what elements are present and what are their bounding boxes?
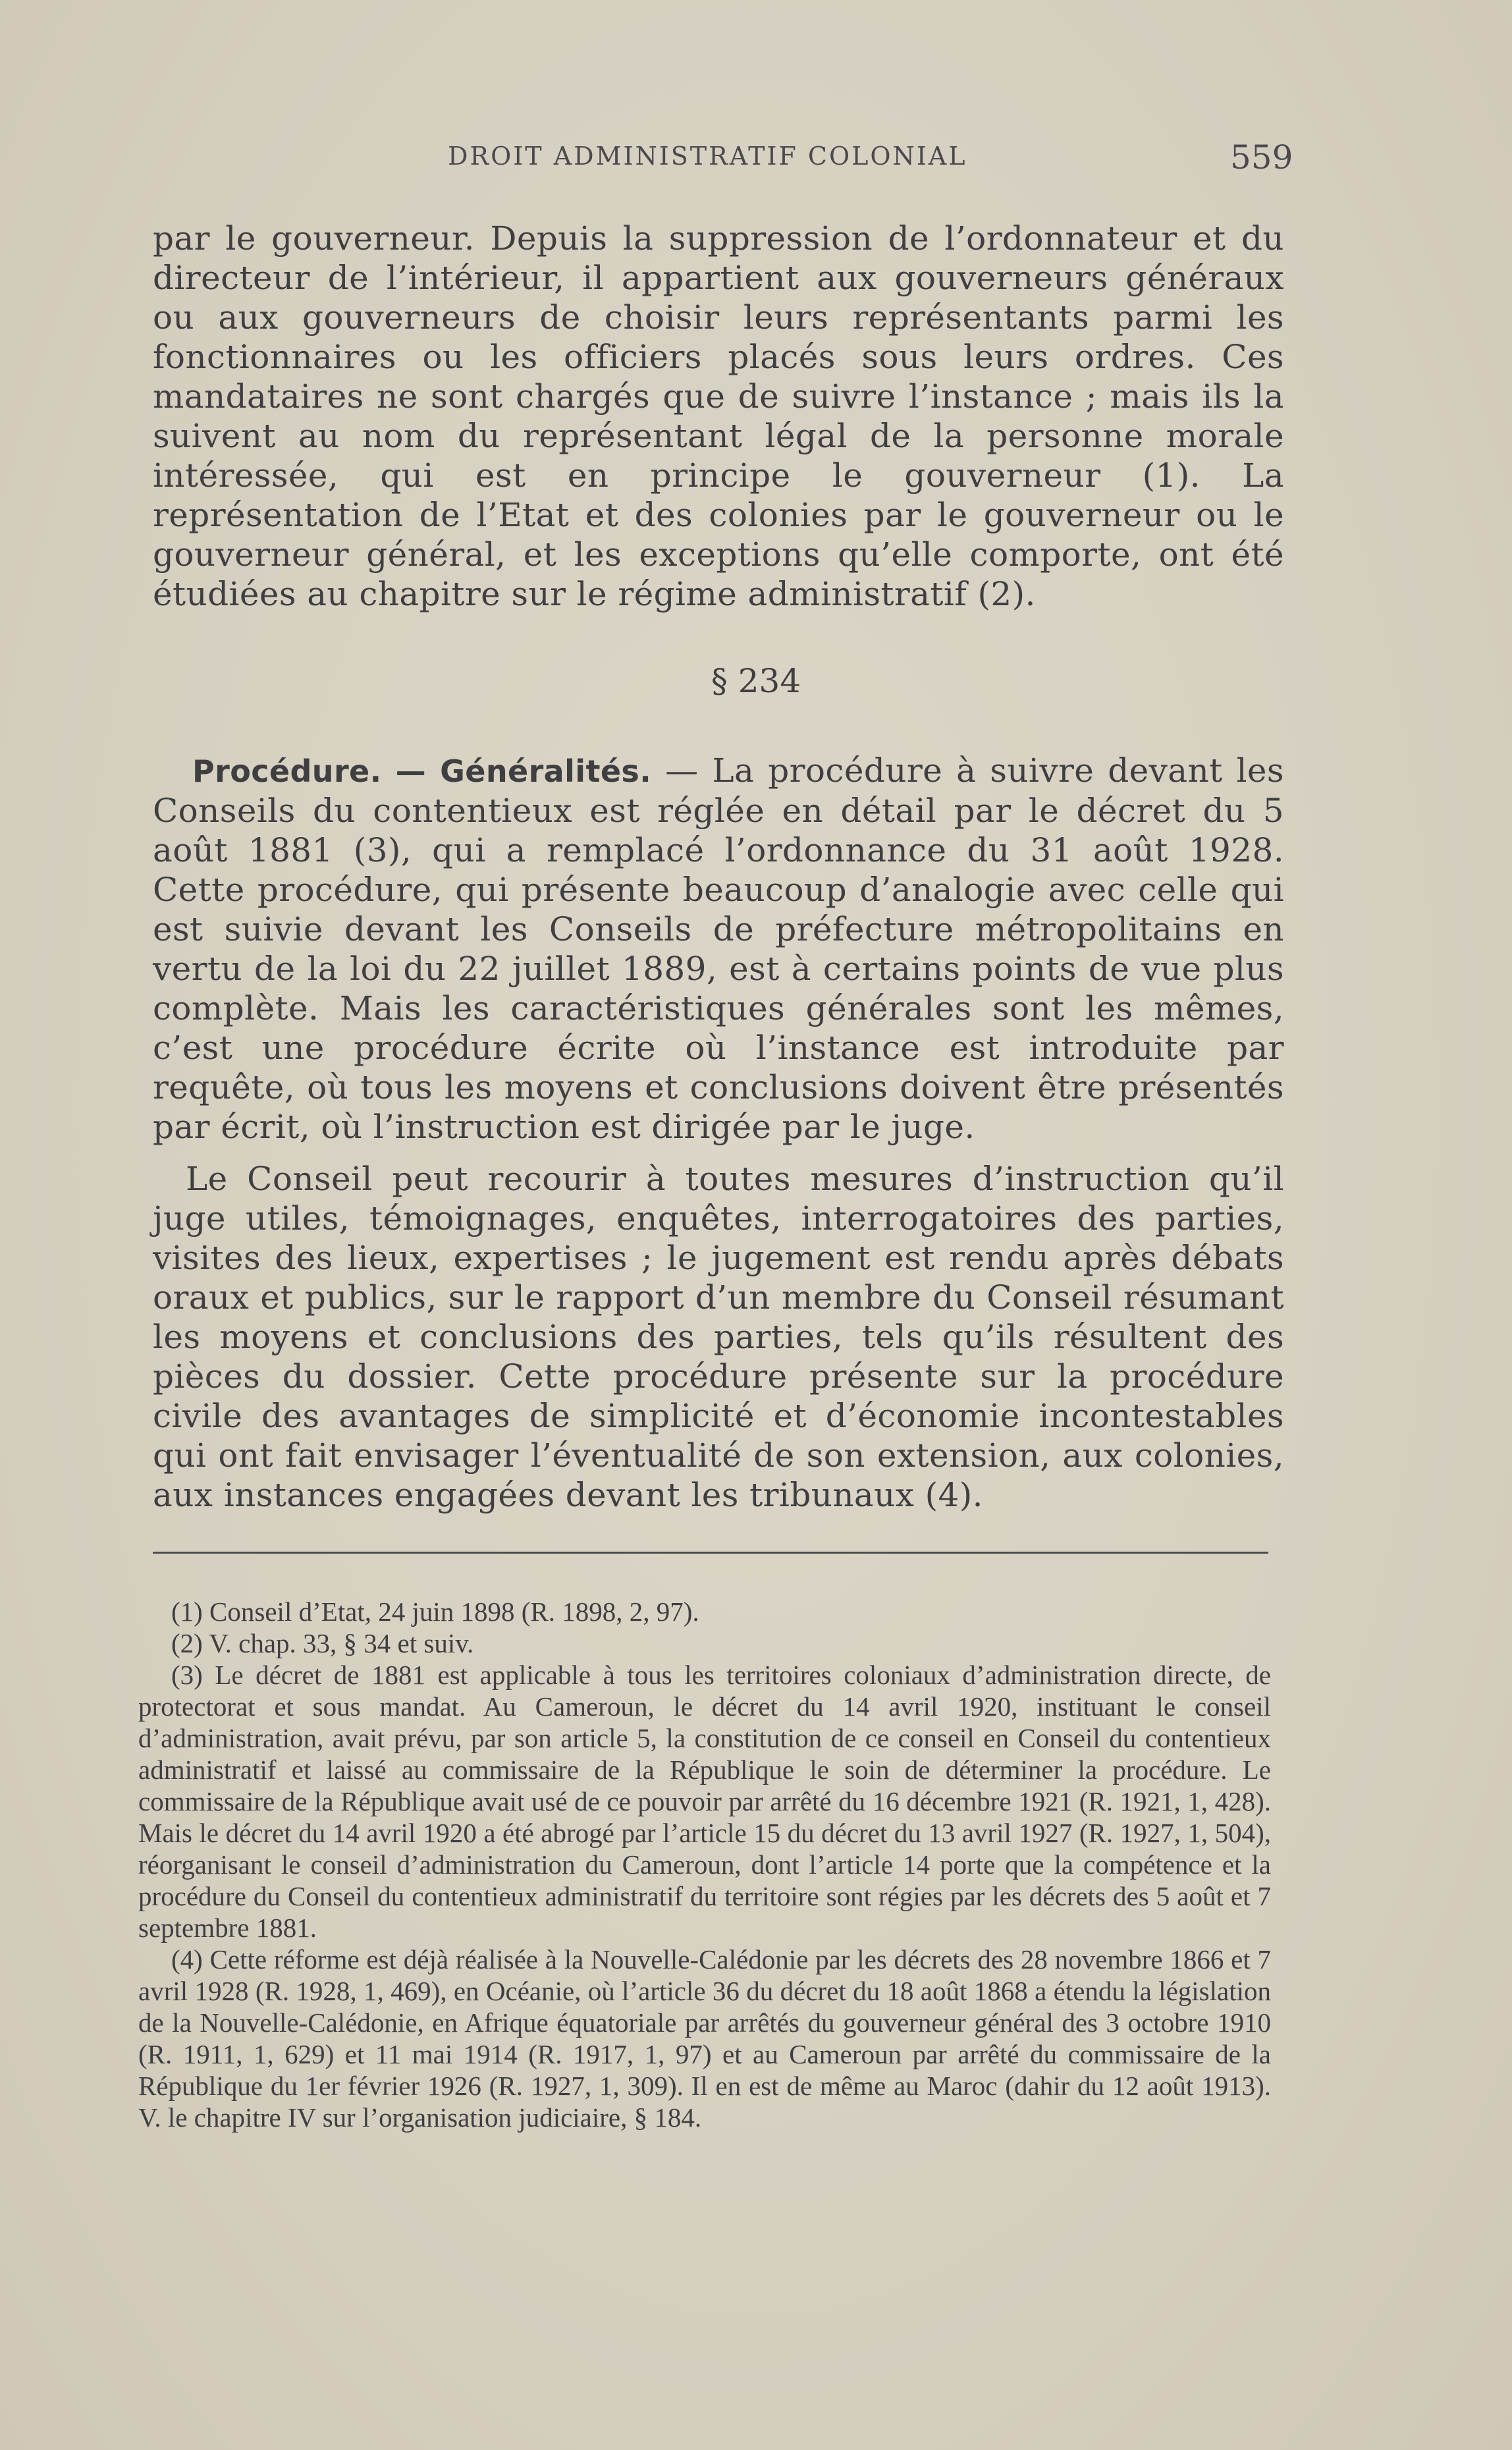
body-paragraph-2 [153,751,1284,1147]
section-heading: § 234 [711,662,801,700]
body-paragraph-1 [153,219,1284,614]
footnote-divider [153,1552,1268,1554]
running-title: DROIT ADMINISTRATIF COLONIAL [448,142,967,171]
footnote-2: (2) V. chap. 33, § 34 et suiv. [171,1628,474,1658]
body-paragraph-3 [153,1159,1284,1515]
paragraph-body: — La procédure à suivre devant les Conseils du contentieux est réglée en détail par le décret du 5 août 1881 (3), qui a remplacé l’ordonnance du 31 août 1928. Cette procédure, qui présente beaucoup d’analogie avec celle qui est suivie devant les Conseils de préfecture métropolitains en vertu de la loi du 22 juillet 1889, est à certains points de vue plus complète. Mais les caractéristiques générales sont les mêmes, c’est une procédure écrite où l’instance est introduite par requête, où tous les moyens et conclusions doivent être présentés par écrit, où l’instruction est dirigée par le juge. [153,751,1284,1146]
footnote-4: (4) Cette réforme est déjà réalisée à la Nouvelle-Calédonie par les décrets des 28 novembre 1866 et 7 avril 1928 (R. 1928, 1, 469), en Océanie, où l’article 36 du décret du 18 août 1868 a étendu la législation de la Nouvelle-Calédonie, en Afrique équatoriale par arrêtés du gouverneur général des 3 octobre 1910 (R. 1911, 1, 629) et 11 mai 1914 (R. 1917, 1, 97) et au Cameroun par arrêté du commissaire de la République du 1er février 1926 (R. 1927, 1, 309). Il en est de même au Maroc (dahir du 12 août 1913). V. le chapitre IV sur l’organisation judiciaire, § 184. [138,1944,1271,2133]
paragraph-lead-heading: Procédure. — Généralités. [192,753,652,789]
paragraph-text: par le gouverneur. Depuis la suppression de l’ordonnateur et du directeur de l’intérieur, il appartient aux gouverneurs généraux ou aux gouverneurs de choisir leurs représentants parmi les fonctionnaires ou les officiers placés sous leurs ordres. Ces mandataires ne sont chargés que de suivre l’instance ; mais ils la suivent au nom du représentant légal de la personne morale intéressée, qui est en principe le gouverneur (1). La représentation de l’Etat et des colonies par le gouverneur ou le gouverneur général, et les exceptions qu’elle comporte, ont été étudiées au chapitre sur le régime administratif (2). [153,219,1284,613]
paragraph-text [153,751,1284,1147]
footnote-3: (3) Le décret de 1881 est applicable à tous les territoires coloniaux d’administration directe, de protectorat et sous mandat. Au Cameroun, le décret du 14 avril 1920, instituant le conseil d’administration, avait prévu, par son article 5, la constitution de ce conseil en Conseil du contentieux administratif et laissé au commissaire de la République le soin de déterminer la procédure. Le commissaire de la République avait usé de ce pouvoir par arrêté du 16 décembre 1921 (R. 1921, 1, 428). Mais le décret du 14 avril 1920 a été abrogé par l’article 15 du décret du 13 avril 1927 (R. 1927, 1, 504), réorganisant le conseil d’administration du Cameroun, dont l’article 14 porte que la compétence et la procédure du Conseil du contentieux administratif du territoire sont régies par les décrets des 5 août et 7 septembre 1881. [138,1660,1271,1943]
footnotes [138,1596,1271,2133]
footnote-1: (1) Conseil d’Etat, 24 juin 1898 (R. 1898, 2, 97). [171,1596,699,1627]
paragraph-text: Le Conseil peut recourir à toutes mesures d’instruction qu’il juge utiles, témoignages, enquêtes, interrogatoires des parties, visites des lieux, expertises ; le jugement est rendu après débats oraux et publics, sur le rapport d’un membre du Conseil résumant les moyens et conclusions des parties, tels qu’ils résultent des pièces du dossier. Cette procédure présente sur la procédure civile des avantages de simplicité et d’économie incontestables qui ont fait envisager l’éventualité de son extension, aux colonies, aux instances engagées devant les tribunaux (4). [153,1160,1284,1514]
page-number: 559 [1230,138,1293,177]
